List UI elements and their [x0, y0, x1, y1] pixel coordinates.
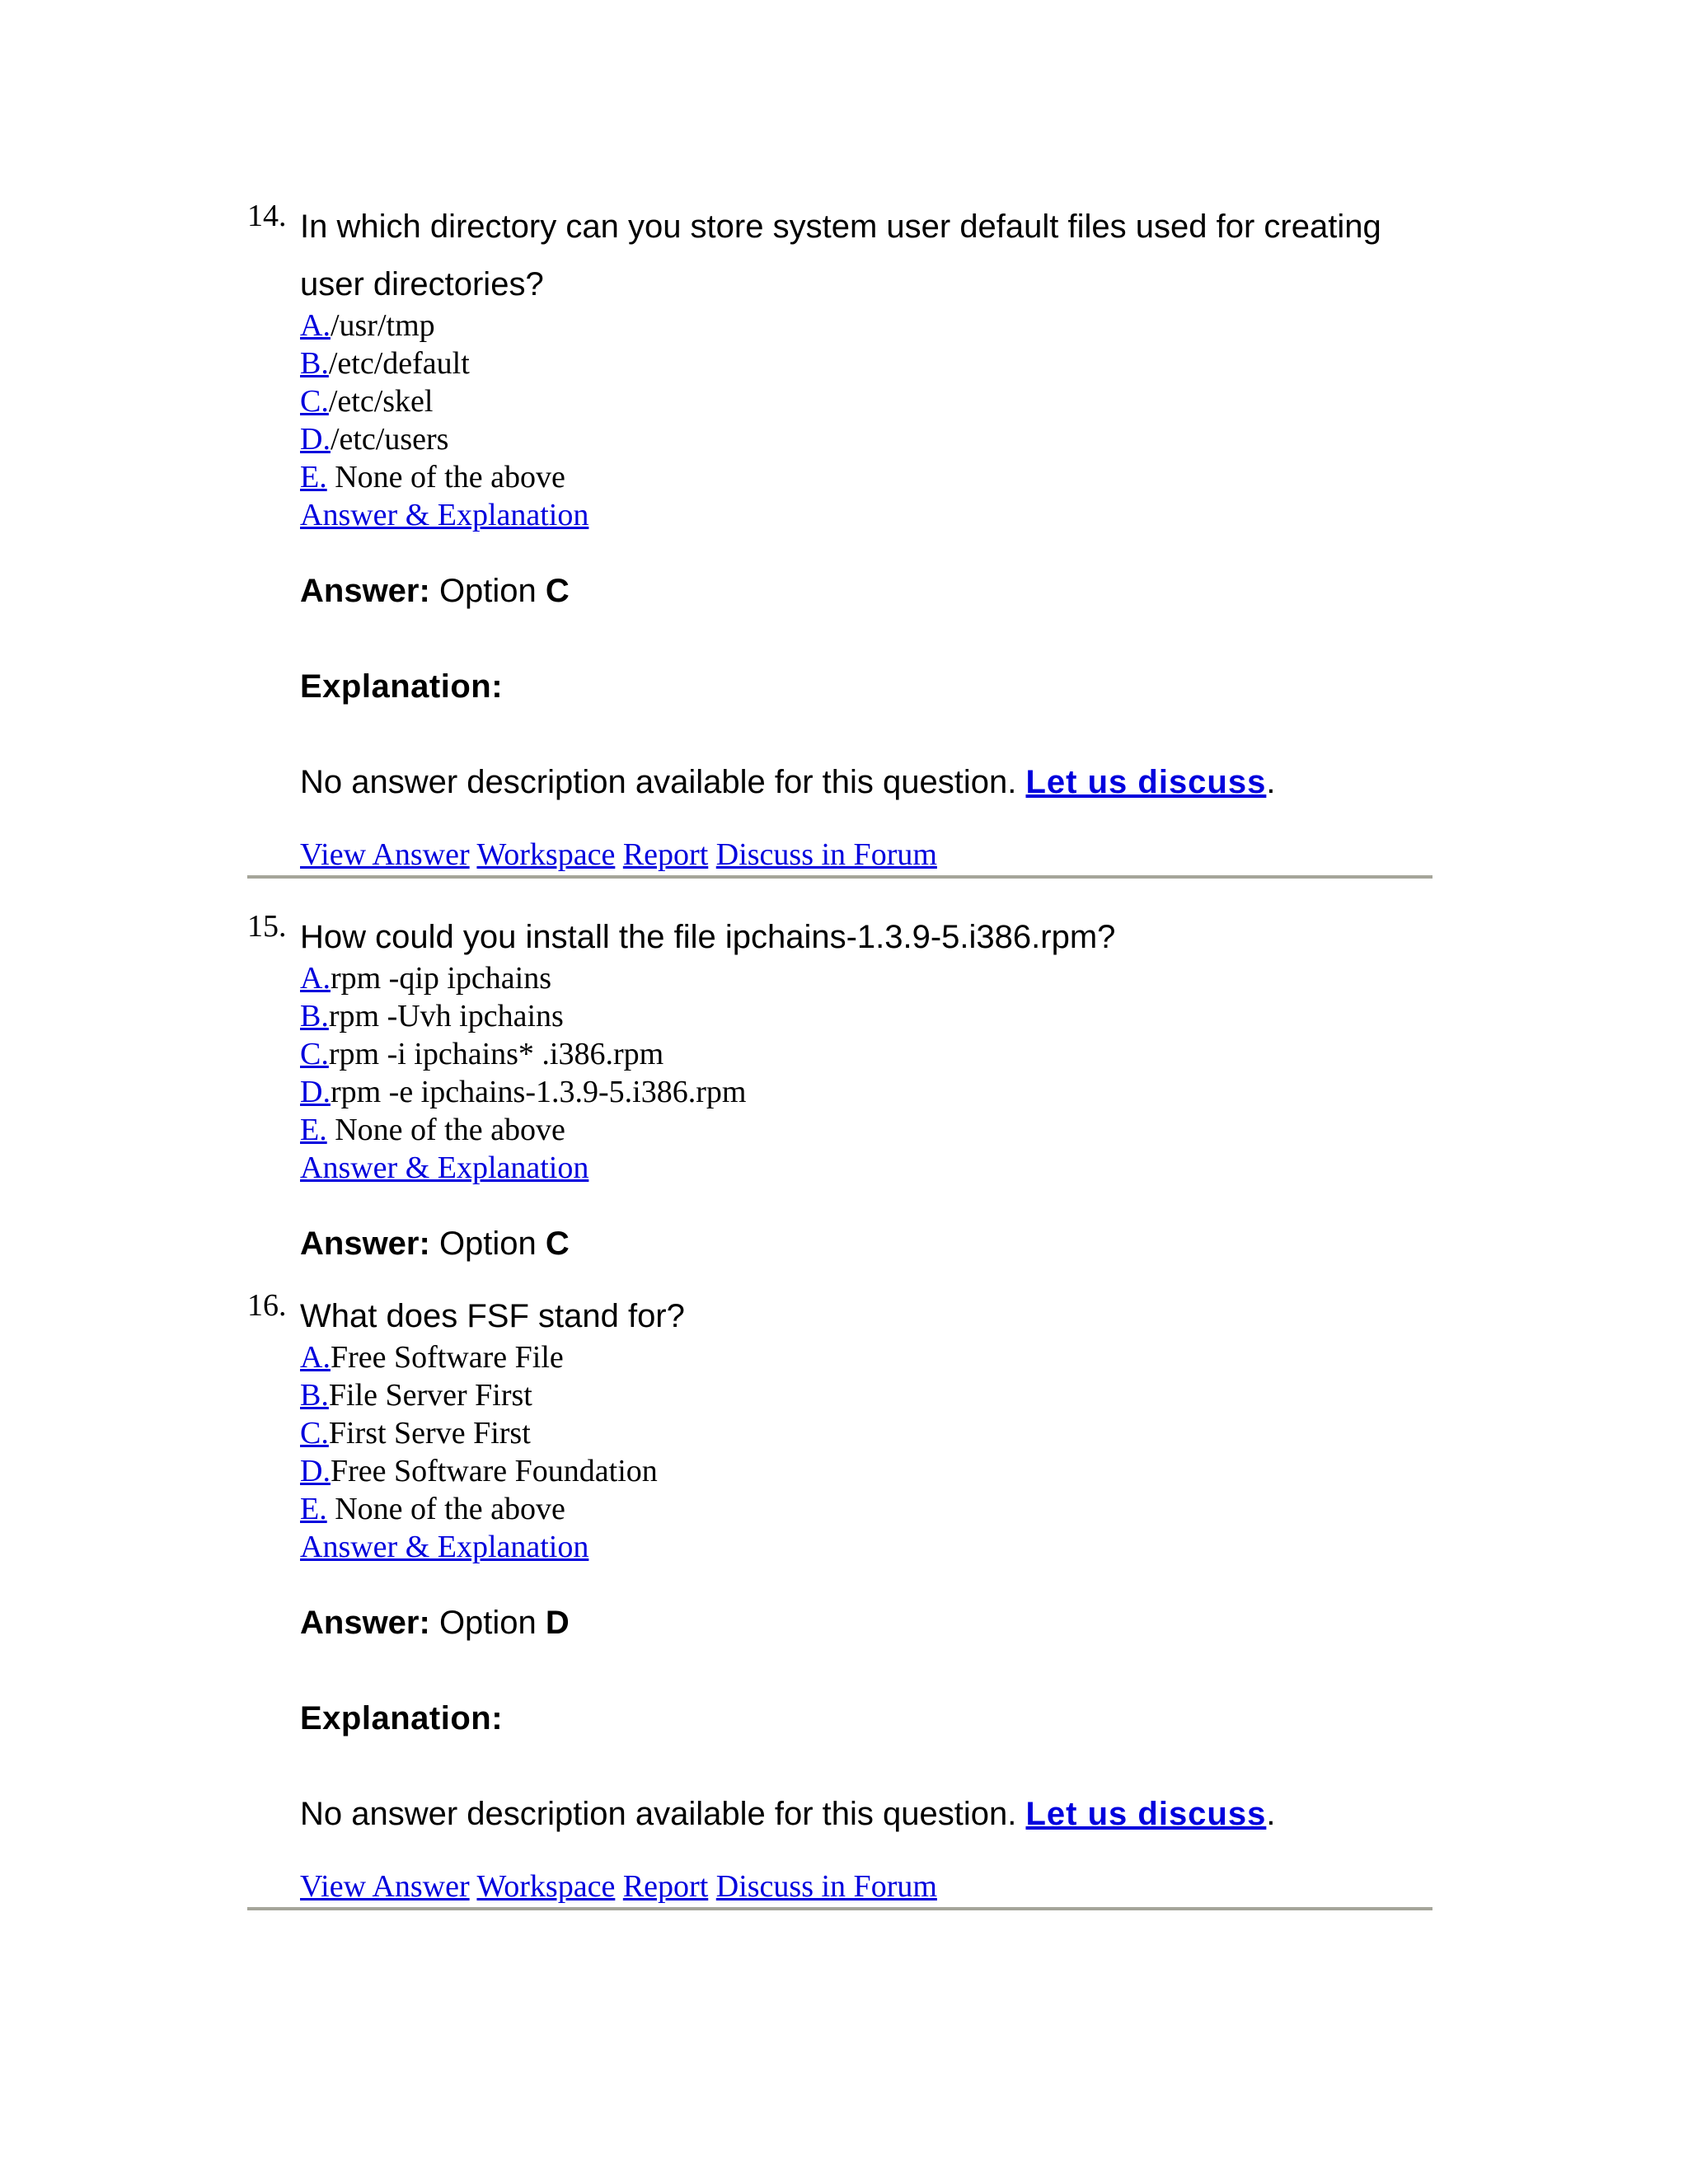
question-number: 14. [247, 199, 287, 233]
footer-links [300, 1868, 1444, 1905]
divider [247, 875, 1432, 879]
workspace-link[interactable]: Workspace [476, 1869, 616, 1904]
answer-prefix: Option [438, 573, 537, 609]
option-c-link[interactable]: C. [300, 1037, 329, 1071]
option-text: rpm -Uvh ipchains [328, 999, 564, 1033]
explanation-title: Explanation: [300, 1700, 504, 1736]
options-list [300, 307, 1444, 496]
answer-line [300, 1602, 1444, 1643]
option-b-link[interactable]: B. [300, 1378, 329, 1413]
option-e [300, 1490, 1444, 1528]
answer-option: C [545, 573, 570, 609]
view-answer-link[interactable]: View Answer [300, 1869, 470, 1904]
option-b [300, 997, 1444, 1035]
option-c-link[interactable]: C. [300, 1416, 329, 1451]
option-a-link[interactable]: A. [300, 961, 331, 996]
option-a-link[interactable]: A. [300, 308, 331, 343]
divider [247, 1907, 1432, 1910]
question-16 [247, 1288, 1444, 1910]
workspace-link[interactable]: Workspace [476, 837, 616, 872]
let-us-discuss-link[interactable]: Let us discuss [1025, 764, 1267, 800]
option-d [300, 1073, 1444, 1111]
question-14 [247, 199, 1444, 879]
discuss-in-forum-link[interactable]: Discuss in Forum [715, 837, 937, 872]
option-text: /etc/skel [328, 384, 434, 419]
answer-explanation-link[interactable]: Answer & Explanation [300, 1530, 589, 1564]
answer-option: D [545, 1605, 570, 1641]
answer-explanation-row [300, 1528, 1444, 1566]
options-list [300, 1338, 1444, 1528]
answer-option: C [545, 1226, 570, 1262]
option-d-link[interactable]: D. [300, 1454, 331, 1488]
answer-line [300, 1223, 1444, 1264]
answer-label: Answer: [300, 1226, 430, 1262]
report-link[interactable]: Report [622, 1869, 709, 1904]
option-text: /etc/default [328, 346, 470, 381]
footer-links [300, 836, 1444, 874]
question-15 [247, 909, 1444, 1264]
options-list [300, 959, 1444, 1149]
option-c [300, 1414, 1444, 1452]
option-text: First Serve First [328, 1416, 531, 1451]
option-b [300, 1376, 1444, 1414]
option-text: Free Software Foundation [330, 1454, 658, 1488]
option-text: None of the above [335, 1113, 565, 1147]
option-text: rpm -qip ipchains [330, 961, 552, 996]
option-b-link[interactable]: B. [300, 999, 329, 1033]
answer-explanation-link[interactable]: Answer & Explanation [300, 498, 589, 532]
question-text: What does FSF stand for? [300, 1298, 685, 1334]
explanation-text: No answer description available for this question. [300, 764, 1017, 800]
option-text: rpm -i ipchains* .i386.rpm [328, 1037, 664, 1071]
answer-explanation-row [300, 496, 1444, 534]
option-e [300, 1111, 1444, 1149]
answer-prefix: Option [438, 1605, 537, 1641]
let-us-discuss-link[interactable]: Let us discuss [1025, 1796, 1267, 1832]
answer-prefix: Option [438, 1226, 537, 1262]
question-number: 15. [247, 909, 287, 944]
question-text: How could you install the file ipchains-1.3.9-5.i386.rpm? [300, 919, 1116, 955]
option-e-link[interactable]: E. [300, 460, 327, 494]
option-text: File Server First [328, 1378, 532, 1413]
answer-explanation-link[interactable]: Answer & Explanation [300, 1151, 589, 1185]
option-d-link[interactable]: D. [300, 1075, 331, 1109]
explanation-title: Explanation: [300, 668, 504, 705]
option-text: Free Software File [330, 1340, 564, 1375]
option-b [300, 344, 1444, 382]
answer-label: Answer: [300, 1605, 430, 1641]
option-d [300, 1452, 1444, 1490]
option-e-link[interactable]: E. [300, 1113, 327, 1147]
option-text: None of the above [335, 1492, 565, 1526]
question-number: 16. [247, 1288, 287, 1323]
discuss-in-forum-link[interactable]: Discuss in Forum [715, 1869, 937, 1904]
answer-line [300, 570, 1444, 612]
option-b-link[interactable]: B. [300, 346, 329, 381]
option-d-link[interactable]: D. [300, 422, 331, 457]
option-c-link[interactable]: C. [300, 384, 329, 419]
option-d [300, 420, 1444, 458]
option-e [300, 458, 1444, 496]
explanation-text-row: No answer description available for this question. Let us discuss. [300, 1796, 1276, 1832]
option-text: rpm -e ipchains-1.3.9-5.i386.rpm [330, 1075, 747, 1109]
answer-explanation-row [300, 1149, 1444, 1187]
answer-label: Answer: [300, 573, 430, 609]
option-a [300, 1338, 1444, 1376]
option-c [300, 382, 1444, 420]
option-c [300, 1035, 1444, 1073]
option-text: /usr/tmp [330, 308, 435, 343]
option-text: /etc/users [330, 422, 449, 457]
option-text: None of the above [335, 460, 565, 494]
option-a-link[interactable]: A. [300, 1340, 331, 1375]
explanation-text-row: No answer description available for this question. Let us discuss. [300, 764, 1276, 800]
explanation-text: No answer description available for this question. [300, 1796, 1017, 1832]
option-e-link[interactable]: E. [300, 1492, 327, 1526]
question-text: In which directory can you store system user default files used for creating user directories? [300, 209, 1381, 302]
report-link[interactable]: Report [622, 837, 709, 872]
view-answer-link[interactable]: View Answer [300, 837, 470, 872]
